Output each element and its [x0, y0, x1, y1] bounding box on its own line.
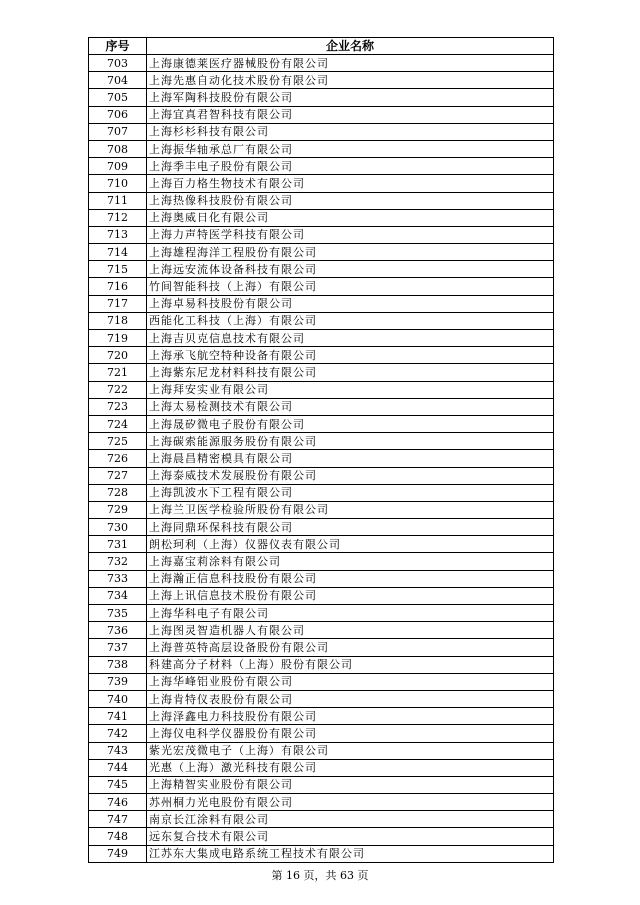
table-row	[89, 690, 554, 707]
serial-number-cell: 749	[89, 845, 147, 862]
table-row	[89, 794, 554, 811]
company-name-cell: 上海力声特医学科技有限公司	[147, 226, 554, 243]
serial-number-cell: 717	[89, 295, 147, 312]
serial-number-cell: 706	[89, 106, 147, 123]
serial-number-cell: 715	[89, 261, 147, 278]
table-row	[89, 536, 554, 553]
serial-number-cell: 738	[89, 656, 147, 673]
serial-number-cell: 705	[89, 89, 147, 106]
table-row	[89, 72, 554, 89]
company-name-cell: 上海太易检测技术有限公司	[147, 398, 554, 415]
table-row	[89, 261, 554, 278]
table-row	[89, 570, 554, 587]
serial-number-cell: 731	[89, 536, 147, 553]
table-row	[89, 106, 554, 123]
serial-number-cell: 729	[89, 501, 147, 518]
serial-number-cell: 724	[89, 415, 147, 432]
table-row	[89, 742, 554, 759]
serial-number-cell: 711	[89, 192, 147, 209]
serial-number-cell: 703	[89, 55, 147, 72]
company-name-cell: 上海奥威日化有限公司	[147, 209, 554, 226]
company-table	[88, 37, 554, 863]
serial-number-cell: 723	[89, 398, 147, 415]
company-name-cell: 上海泰威技术发展股份有限公司	[147, 467, 554, 484]
serial-number-cell: 733	[89, 570, 147, 587]
company-name-cell: 上海泽鑫电力科技股份有限公司	[147, 708, 554, 725]
company-name-cell: 上海振华轴承总厂有限公司	[147, 140, 554, 157]
company-name-cell: 上海嘉宝莉涂料有限公司	[147, 553, 554, 570]
table-header-row	[89, 38, 554, 55]
serial-number-cell: 718	[89, 312, 147, 329]
table-row	[89, 55, 554, 72]
table-row	[89, 811, 554, 828]
company-name-cell: 科建高分子材料（上海）股份有限公司	[147, 656, 554, 673]
table-row	[89, 845, 554, 862]
company-name-cell: 光惠（上海）激光科技有限公司	[147, 759, 554, 776]
serial-number-cell: 728	[89, 484, 147, 501]
table-row	[89, 295, 554, 312]
table-row	[89, 158, 554, 175]
serial-number-cell: 747	[89, 811, 147, 828]
table-row	[89, 364, 554, 381]
table-row	[89, 708, 554, 725]
serial-number-cell: 710	[89, 175, 147, 192]
company-name-cell: 上海宜真君智科技有限公司	[147, 106, 554, 123]
serial-number-cell: 708	[89, 140, 147, 157]
table-row	[89, 226, 554, 243]
serial-number-cell: 748	[89, 828, 147, 845]
company-name-cell: 上海拜安实业有限公司	[147, 381, 554, 398]
company-name-cell: 上海远安流体设备科技有限公司	[147, 261, 554, 278]
company-name-cell: 紫光宏茂微电子（上海）有限公司	[147, 742, 554, 759]
page-footer: 第 16 页，共 63 页	[271, 869, 369, 882]
serial-number-cell: 732	[89, 553, 147, 570]
company-name-cell: 上海精智实业股份有限公司	[147, 776, 554, 793]
table-row	[89, 776, 554, 793]
table-row	[89, 192, 554, 209]
serial-number-cell: 725	[89, 433, 147, 450]
table-row	[89, 828, 554, 845]
serial-number-cell: 743	[89, 742, 147, 759]
table-row	[89, 656, 554, 673]
serial-number-cell: 739	[89, 673, 147, 690]
serial-number-cell: 735	[89, 605, 147, 622]
serial-number-cell: 734	[89, 587, 147, 604]
table-row	[89, 175, 554, 192]
company-name-cell: 上海军陶科技股份有限公司	[147, 89, 554, 106]
company-name-cell: 上海紫东尼龙材料科技有限公司	[147, 364, 554, 381]
table-row	[89, 330, 554, 347]
serial-number-cell: 716	[89, 278, 147, 295]
serial-number-cell: 726	[89, 450, 147, 467]
serial-number-cell: 744	[89, 759, 147, 776]
column-header-company-name: 企业名称	[147, 38, 554, 55]
serial-number-cell: 709	[89, 158, 147, 175]
serial-number-cell: 745	[89, 776, 147, 793]
table-row	[89, 123, 554, 140]
company-name-cell: 上海华峰铝业股份有限公司	[147, 673, 554, 690]
company-name-cell: 上海同鼎环保科技有限公司	[147, 519, 554, 536]
company-name-cell: 上海肯特仪表股份有限公司	[147, 690, 554, 707]
table-row	[89, 759, 554, 776]
serial-number-cell: 720	[89, 347, 147, 364]
table-row	[89, 398, 554, 415]
serial-number-cell: 741	[89, 708, 147, 725]
company-name-cell: 上海康德莱医疗器械股份有限公司	[147, 55, 554, 72]
company-name-cell: 上海雄程海洋工程股份有限公司	[147, 244, 554, 261]
table-row	[89, 587, 554, 604]
company-name-cell: 上海晟矽微电子股份有限公司	[147, 415, 554, 432]
table-row	[89, 553, 554, 570]
company-name-cell: 竹间智能科技（上海）有限公司	[147, 278, 554, 295]
company-name-cell: 西能化工科技（上海）有限公司	[147, 312, 554, 329]
table-row	[89, 433, 554, 450]
company-name-cell: 朗松珂利（上海）仪器仪表有限公司	[147, 536, 554, 553]
company-name-cell: 上海晨昌精密模具有限公司	[147, 450, 554, 467]
serial-number-cell: 737	[89, 639, 147, 656]
company-name-cell: 上海瀚正信息科技股份有限公司	[147, 570, 554, 587]
serial-number-cell: 707	[89, 123, 147, 140]
company-name-cell: 上海杉杉科技有限公司	[147, 123, 554, 140]
table-row	[89, 725, 554, 742]
company-name-cell: 上海热像科技股份有限公司	[147, 192, 554, 209]
company-name-cell: 上海普英特高层设备股份有限公司	[147, 639, 554, 656]
company-name-cell: 上海华科电子有限公司	[147, 605, 554, 622]
company-name-cell: 苏州桐力光电股份有限公司	[147, 794, 554, 811]
table-row	[89, 673, 554, 690]
company-name-cell: 上海百力格生物技术有限公司	[147, 175, 554, 192]
serial-number-cell: 714	[89, 244, 147, 261]
table-row	[89, 415, 554, 432]
serial-number-cell: 746	[89, 794, 147, 811]
company-name-cell: 远东复合技术有限公司	[147, 828, 554, 845]
table-row	[89, 450, 554, 467]
table-row	[89, 639, 554, 656]
serial-number-cell: 722	[89, 381, 147, 398]
company-name-cell: 南京长江涂料有限公司	[147, 811, 554, 828]
table-row	[89, 467, 554, 484]
table-row	[89, 209, 554, 226]
company-name-cell: 上海承飞航空特种设备有限公司	[147, 347, 554, 364]
serial-number-cell: 713	[89, 226, 147, 243]
serial-number-cell: 730	[89, 519, 147, 536]
company-name-cell: 江苏东大集成电路系统工程技术有限公司	[147, 845, 554, 862]
table-row	[89, 347, 554, 364]
table-row	[89, 605, 554, 622]
company-name-cell: 上海卓易科技股份有限公司	[147, 295, 554, 312]
table-row	[89, 622, 554, 639]
table-body	[89, 55, 554, 863]
company-name-cell: 上海仪电科学仪器股份有限公司	[147, 725, 554, 742]
serial-number-cell: 719	[89, 330, 147, 347]
serial-number-cell: 740	[89, 690, 147, 707]
company-name-cell: 上海图灵智造机器人有限公司	[147, 622, 554, 639]
company-name-cell: 上海凯波水下工程有限公司	[147, 484, 554, 501]
table-row	[89, 501, 554, 518]
table-row	[89, 312, 554, 329]
table-row	[89, 381, 554, 398]
table-row	[89, 484, 554, 501]
table-row	[89, 278, 554, 295]
table-row	[89, 89, 554, 106]
company-name-cell: 上海上讯信息技术股份有限公司	[147, 587, 554, 604]
table-row	[89, 244, 554, 261]
company-name-cell: 上海先惠自动化技术股份有限公司	[147, 72, 554, 89]
serial-number-cell: 704	[89, 72, 147, 89]
serial-number-cell: 742	[89, 725, 147, 742]
company-name-cell: 上海吉贝克信息技术有限公司	[147, 330, 554, 347]
company-name-cell: 上海碳索能源服务股份有限公司	[147, 433, 554, 450]
table-row	[89, 140, 554, 157]
column-header-serial: 序号	[89, 38, 147, 55]
serial-number-cell: 712	[89, 209, 147, 226]
serial-number-cell: 721	[89, 364, 147, 381]
company-name-cell: 上海季丰电子股份有限公司	[147, 158, 554, 175]
table-row	[89, 519, 554, 536]
serial-number-cell: 736	[89, 622, 147, 639]
company-name-cell: 上海兰卫医学检验所股份有限公司	[147, 501, 554, 518]
serial-number-cell: 727	[89, 467, 147, 484]
